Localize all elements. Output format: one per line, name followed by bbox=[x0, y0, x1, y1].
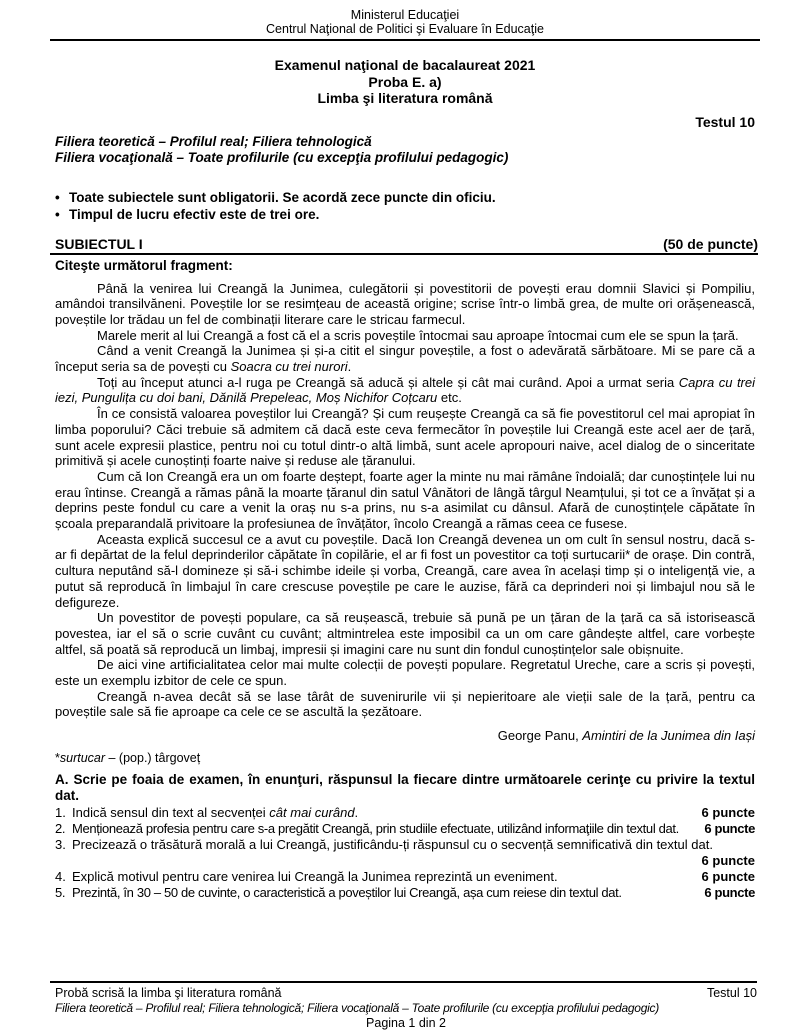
points-badge: 6 puncte bbox=[704, 821, 755, 837]
note-text: Toate subiectele sunt obligatorii. Se acordă zece puncte din oficiu. bbox=[69, 189, 496, 205]
fragment-paragraph: În ce consistă valoarea poveștilor lui Creangă? Și cum reușește Creangă ca să fie povestitorul cel mai apropiat în limba poporului? Căci trebuie să admitem că dacă este ceva fermecător în poveștile lui Creangă este acel aer de țară, sunt acele expresii plastice, pentru noi cu totul dintr-o altă limbă, sunt acele apropouri naive, acel dialog de o sinceritate primitivă și acele cunoștinți foarte naive și reduse ale țăranului. bbox=[55, 406, 755, 469]
header-ministry: Ministerul Educaţiei bbox=[350, 8, 460, 22]
general-notes bbox=[55, 189, 755, 223]
fragment-paragraph: Toți au început atunci a-l ruga pe Creangă să aducă și altele și cât mai curând. Apoi a urmat seria Capra cu trei iezi, Pungulița cu doi bani, Dănilă Prepeleac, Moș Nichifor Coțcaru etc. bbox=[55, 374, 755, 406]
note-text: Timpul de lucru efectiv este de trei ore. bbox=[69, 206, 320, 222]
question-text: Menționează profesia pentru care s-a pregătit Creangă, prin studiile efectuate, utilizând informaţiile din textul dat. bbox=[72, 821, 679, 837]
fragment-paragraph: Marele merit al lui Creangă a fost că el a scris poveștile întocmai sau aproape întocmai cum ele se spun la țară. bbox=[97, 327, 739, 343]
question-item-2 bbox=[55, 821, 755, 837]
note-mandatory bbox=[55, 189, 755, 206]
part-a-lead: A. Scrie pe foaia de examen, în enunţuri, răspunsul la fiecare dintre următoarele cerinţe cu privire la textul dat. bbox=[55, 772, 755, 804]
fragment-paragraph: Până la venirea lui Creangă la Junimea, culegătorii și povestitorii de povești erau domnii Slavici și Pompiliu, amândoi transilvăneni. Poveștile lor se resimțeau de această origine; scrise într-o limbă grea, de multe ori orășenească, poveștile lor trădau un fel de combinații literare care le stricau farmecul. bbox=[55, 280, 755, 327]
question-number: 4. bbox=[55, 869, 66, 885]
points-badge: 6 puncte bbox=[704, 885, 755, 901]
text-fragment bbox=[55, 281, 755, 721]
points-badge: 6 puncte bbox=[701, 853, 755, 869]
fragment-paragraph: Aceasta explică succesul ce a avut cu poveștile. Dacă Ion Creangă devenea un om cult în sensul nostru, dacă s-ar fi depărtat de la felul deprinderilor căpătate în copilărie, el ar fi fost un povestitor ca toți surtucarii* de orașe. Din contră, cultura neputând să-l domineze și să-i schimbe ideile și vorba, Creangă, care avea în același timp și o inteligență vie, a putut să reproducă în limbajul în care crescuse poveștile pe care le auzise, fără ca deprinderi noi și limbajul nou să le defigureze. bbox=[55, 531, 755, 610]
points-badge: 6 puncte bbox=[701, 869, 755, 885]
fragment-paragraph: Când a venit Creangă la Junimea și și-a citit el singur poveștile, a fost o adevărată sărbătoare. Mi se pare că a început seria sa de povești cu Soacra cu trei nurori. bbox=[55, 343, 755, 375]
note-time bbox=[55, 206, 755, 223]
footer-filiera: Filiera teoretică – Profilul real; Filiera tehnologică; Filiera vocaţională – Toate profilurile (cu excepţia profilului pedagogic) bbox=[55, 1001, 660, 1015]
footer-test-label: Testul 10 bbox=[706, 986, 757, 1000]
test-number-label: Testul 10 bbox=[695, 113, 755, 130]
bullet-icon: • bbox=[55, 206, 60, 222]
footer-exam-label: Probă scrisă la limba şi literatura română bbox=[55, 986, 282, 1000]
page-footer bbox=[50, 981, 757, 1031]
question-item-3 bbox=[55, 837, 755, 869]
footer-page-number: Pagina 1 din 2 bbox=[366, 1016, 446, 1030]
footer-row bbox=[55, 986, 757, 1001]
header-center: Centrul Naţional de Politici şi Evaluare în Educaţie bbox=[266, 22, 544, 36]
part-a-items bbox=[55, 805, 755, 901]
subject-1-heading-row bbox=[50, 236, 758, 255]
question-number: 1. bbox=[55, 805, 66, 821]
subject-1-points: (50 de puncte) bbox=[663, 235, 758, 252]
probe-title: Proba E. a) bbox=[368, 73, 442, 90]
question-text: Explică motivul pentru care venirea lui Creangă la Junimea reprezintă un eveniment. bbox=[72, 869, 558, 885]
footnote: *surtucar – (pop.) târgoveț bbox=[55, 751, 201, 766]
filiera-block bbox=[55, 134, 755, 167]
title-block bbox=[55, 57, 755, 107]
subject-title: Limba şi literatura română bbox=[317, 90, 493, 106]
document-header bbox=[55, 8, 755, 36]
fragment-intro: Citeşte următorul fragment: bbox=[55, 257, 233, 273]
author-attribution: George Panu, Amintiri de la Junimea din Iași bbox=[497, 728, 755, 744]
question-number: 2. bbox=[55, 821, 66, 837]
question-text: Indică sensul din text al secvenței cât mai curând. bbox=[72, 805, 359, 821]
question-number: 5. bbox=[55, 885, 66, 901]
bullet-icon: • bbox=[55, 189, 60, 205]
fragment-paragraph: Cum că Ion Creangă era un om foarte deștept, foarte ager la minte nu mai rămâne îndoială; dar cunoștințele lui nu erau întinse. Creangă a rămas până la moarte țăranul din satul Vânători de lângă târgul Neamțului, și tot ce a învățat și a deprins peste fondul cu care a venit la oraș nu s-a prins, nu s-a asimilat cu dânsul. Afară de cunoștințele căpătate în școala preparandală privitoare la profesiunea de învățător, încolo Creangă a rămas ceea ce fusese. bbox=[55, 468, 755, 532]
question-item-1 bbox=[55, 805, 755, 821]
question-item-4 bbox=[55, 869, 755, 885]
fragment-paragraph: Un povestitor de povești populare, ca să reușească, trebuie să pună pe un țăran de la țară ca să istorisească povestea, iar el să o scrie cuvânt cu cuvânt; altmintrelea este imposibil ca un om care gândește altfel, care vorbește altfel, să poată să reproducă un limbaj, impresii și imagini care nu sunt din fondul cunoștințelor sale obișnuite. bbox=[55, 610, 755, 657]
header-divider bbox=[50, 39, 760, 41]
filiera-line-2: Filiera vocaţională – Toate profilurile (cu excepţia profilului pedagogic) bbox=[55, 150, 509, 165]
question-item-5 bbox=[55, 885, 755, 901]
fragment-paragraph: De aici vine artificialitatea celor mai multe colecții de povești populare. Regretatul Ureche, care a scris și povești, este un exemplu izbitor de cele ce spun. bbox=[55, 657, 755, 689]
fragment-paragraph: Creangă n-avea decât să se lase târât de suvenirurile vii și nepieritoare ale vieții sale de la țară, pentru ca poveștile sale să fie aproape ca cele ce se ascultă la șezătoare. bbox=[55, 688, 755, 720]
exam-title: Examenul naţional de bacalaureat 2021 bbox=[274, 57, 536, 73]
question-number: 3. bbox=[55, 837, 66, 853]
question-text: Prezintă, în 30 – 50 de cuvinte, o caracteristică a poveștilor lui Creangă, așa cum reiese din textul dat. bbox=[72, 885, 622, 901]
points-badge: 6 puncte bbox=[701, 805, 755, 821]
subject-1-heading: SUBIECTUL I bbox=[55, 235, 143, 252]
question-text: Precizează o trăsătură morală a lui Creangă, justificându-ți răspunsul cu o secvență semnificativă din textul dat. bbox=[72, 837, 713, 853]
filiera-line-1: Filiera teoretică – Profilul real; Filiera tehnologică bbox=[55, 133, 372, 149]
